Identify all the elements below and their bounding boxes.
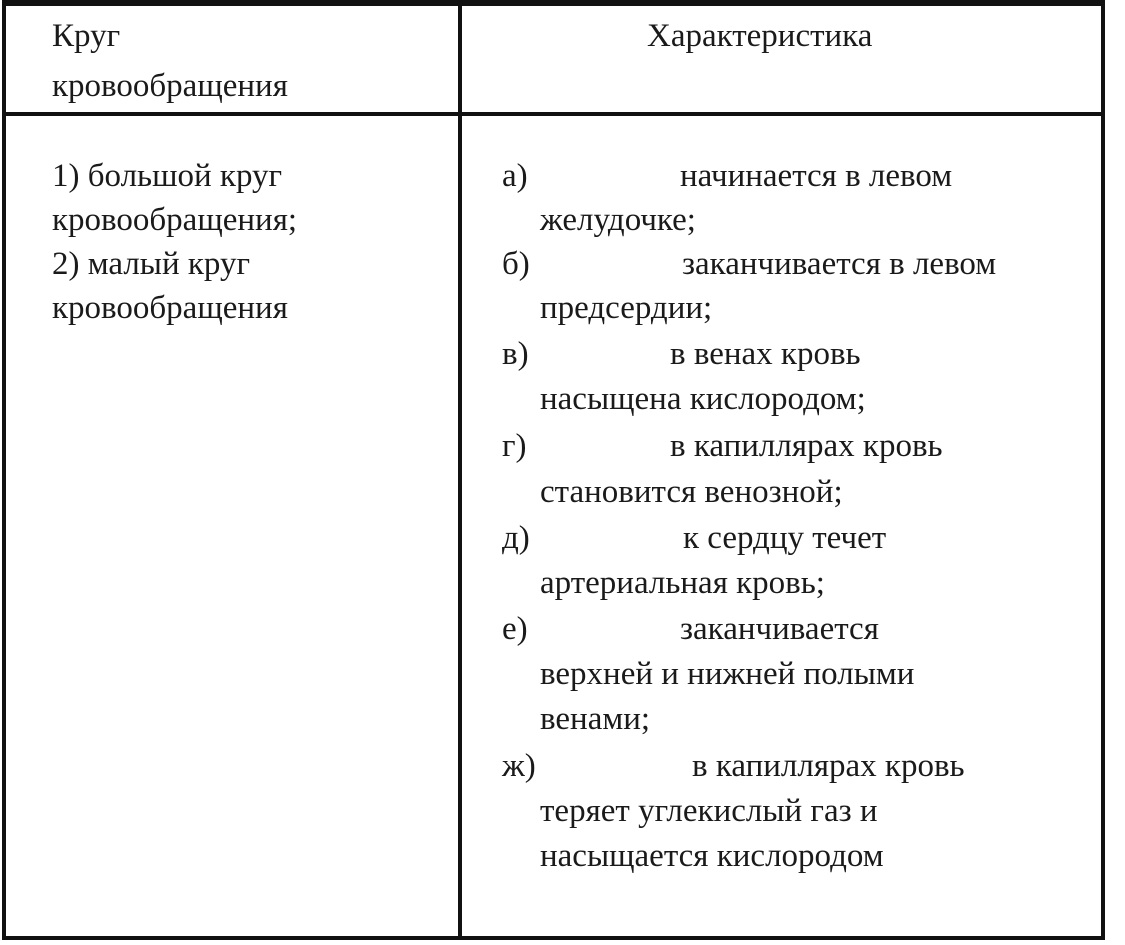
item-e-line2: венами; xyxy=(540,701,651,737)
item-e-text1: заканчивается xyxy=(680,611,879,647)
left-item-1-line2: кровообращения; xyxy=(52,202,298,238)
item-e-letter: е) xyxy=(502,611,528,647)
item-v-letter: в) xyxy=(502,336,529,372)
item-b-letter: б) xyxy=(502,246,530,282)
item-zh-letter: ж) xyxy=(502,748,536,784)
header-left-line1: Круг xyxy=(52,18,121,54)
item-g-letter: г) xyxy=(502,428,527,464)
item-b-text1: заканчивается в левом xyxy=(682,246,997,282)
item-g-line: становится венозной; xyxy=(540,474,843,510)
item-zh-line2: насыщается кислородом xyxy=(540,838,884,874)
item-v-line: насыщена кислородом; xyxy=(540,381,866,417)
item-v-text1: в венах кровь xyxy=(670,336,861,372)
left-item-2-line2: кровообращения xyxy=(52,290,288,326)
left-item-1-line1: 1) большой круг xyxy=(52,158,283,194)
header-right: Характеристика xyxy=(647,18,873,54)
item-zh-text1: в капиллярах кровь xyxy=(692,748,965,784)
item-d-letter: д) xyxy=(502,520,530,556)
item-zh-line1: теряет углекислый газ и xyxy=(540,793,878,829)
item-d-line: артериальная кровь; xyxy=(540,565,825,601)
item-g-text1: в капиллярах кровь xyxy=(670,428,943,464)
item-a-letter: а) xyxy=(502,158,528,194)
item-a-line: желудочке; xyxy=(540,202,696,238)
left-item-2-line1: 2) малый круг xyxy=(52,246,251,282)
item-b-line: предсердии; xyxy=(540,290,713,326)
item-d-text1: к сердцу течет xyxy=(683,520,887,556)
column-divider xyxy=(458,0,462,940)
header-left-line2: кровообращения xyxy=(52,68,288,104)
header-divider xyxy=(2,112,1105,116)
item-a-text1: начинается в левом xyxy=(680,158,953,194)
item-e-line1: верхней и нижней полыми xyxy=(540,656,915,692)
